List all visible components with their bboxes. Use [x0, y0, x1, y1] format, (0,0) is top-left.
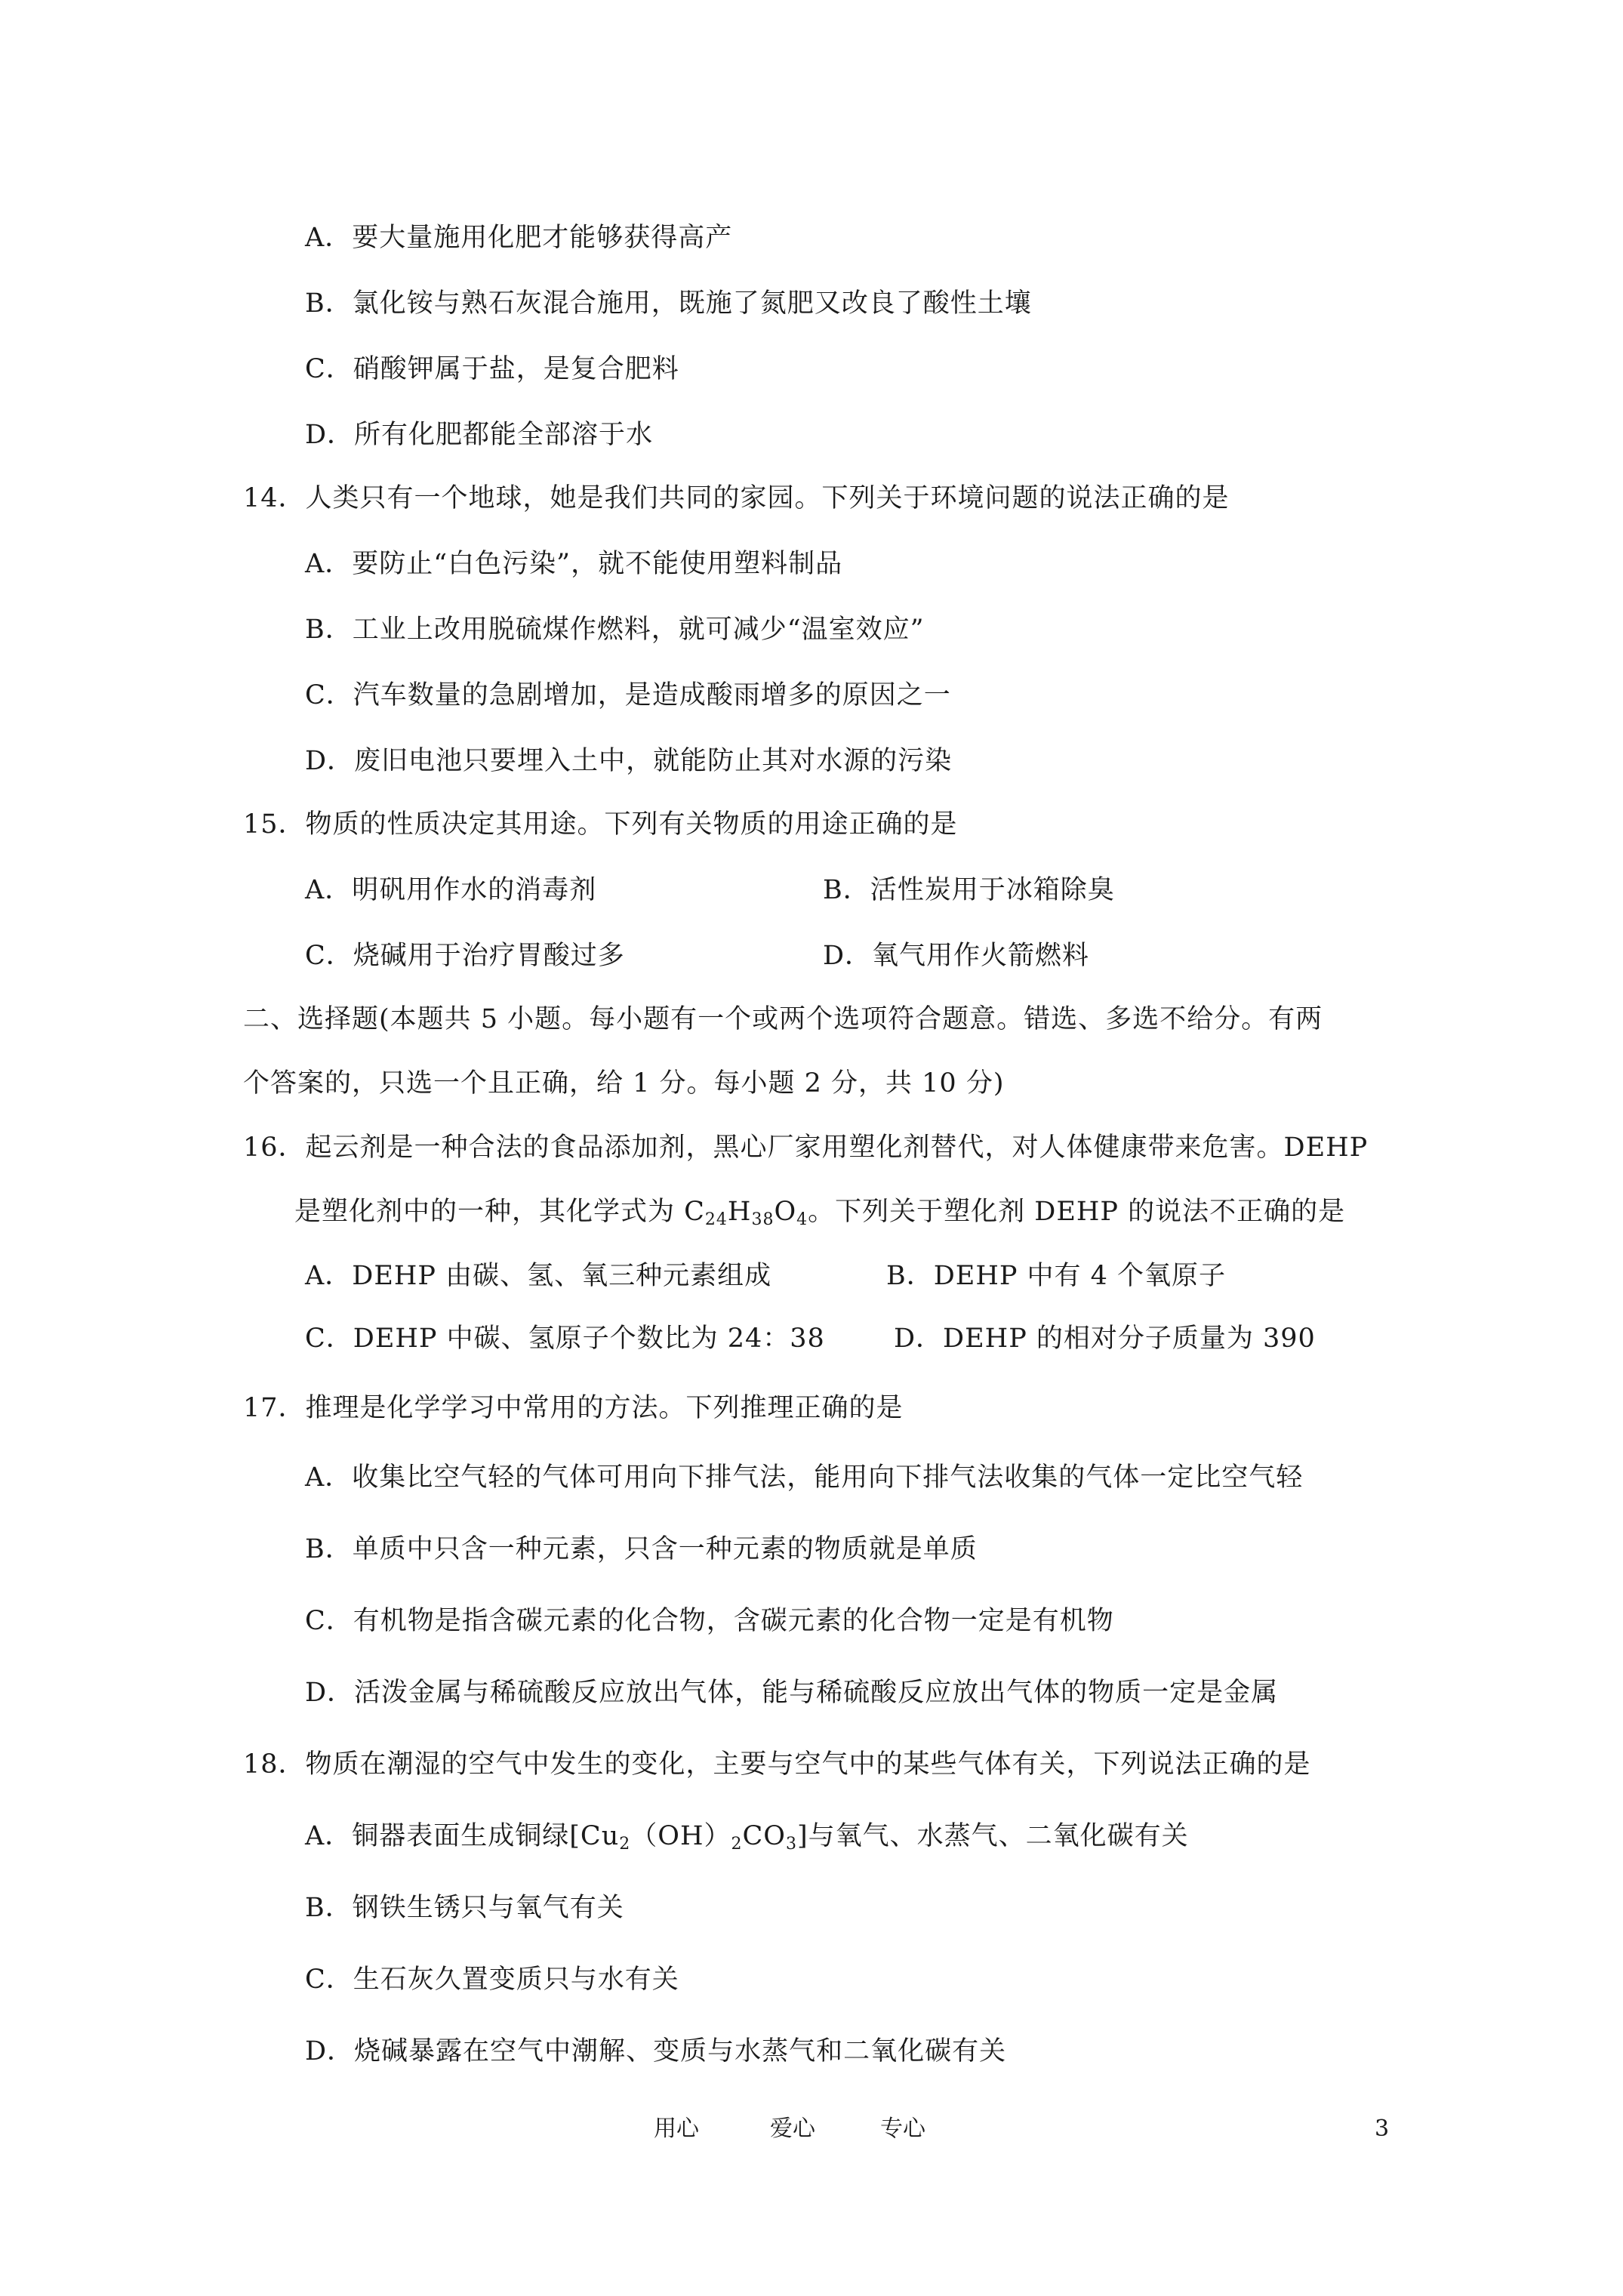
formula-subscript: 3 [785, 1835, 797, 1854]
q18-option-a-pre: A．铜器表面生成铜绿[Cu [305, 1821, 620, 1851]
q16-option-c: C．DEHP 中碳、氢原子个数比为 24：38 [305, 1324, 825, 1354]
formula-hydroxide: （OH） [630, 1821, 731, 1851]
q13-option-d: D．所有化肥都能全部溶于水 [305, 420, 654, 450]
q14-option-a: A．要防止“白色污染”，就不能使用塑料制品 [305, 549, 843, 579]
q17-stem: 17．推理是化学学习中常用的方法。下列推理正确的是 [243, 1393, 904, 1423]
q14-option-b: B．工业上改用脱硫煤作燃料，就可减少“温室效应” [305, 615, 925, 645]
q13-option-c: C．硝酸钾属于盐，是复合肥料 [305, 354, 679, 384]
q13-option-b: B．氯化铵与熟石灰混合施用，既施了氮肥又改良了酸性土壤 [305, 288, 1032, 319]
q14-option-c: C．汽车数量的急剧增加，是造成酸雨增多的原因之一 [305, 680, 951, 710]
q16-stem-text-pre: 是塑化剂中的一种，其化学式为 C [294, 1197, 705, 1227]
q16-stem-text-post: 。下列关于塑化剂 DEHP 的说法不正确的是 [808, 1197, 1346, 1227]
q18-option-a [305, 1820, 1189, 1853]
q14-option-d: D．废旧电池只要埋入土中，就能防止其对水源的污染 [305, 746, 953, 776]
q16-stem-line1: 16．起云剂是一种合法的食品添加剂，黑心厂家用塑化剂替代，对人体健康带来危害。DEHP [243, 1133, 1369, 1163]
formula-subscript: 2 [731, 1835, 743, 1854]
q17-option-a: A．收集比空气轻的气体可用向下排气法，能用向下排气法收集的气体一定比空气轻 [305, 1462, 1304, 1493]
formula-element-o: O [774, 1197, 797, 1227]
q18-option-c: C．生石灰久置变质只与水有关 [305, 1965, 679, 1995]
section2-heading-line1: 二、选择题(本题共 5 小题。每小题有一个或两个选项符合题意。错选、多选不给分。有两 [243, 1004, 1323, 1034]
q16-option-b: B．DEHP 中有 4 个氧原子 [886, 1261, 1227, 1291]
q15-stem: 15．物质的性质决定其用途。下列有关物质的用途正确的是 [243, 809, 958, 840]
formula-subscript: 38 [751, 1210, 775, 1229]
q16-option-a: A．DEHP 由碳、氢、氧三种元素组成 [305, 1261, 772, 1291]
section2-heading-line2: 个答案的，只选一个且正确，给 1 分。每小题 2 分，共 10 分) [243, 1068, 1005, 1099]
formula-subscript: 24 [704, 1210, 728, 1229]
q18-option-a-post: ]与氧气、水蒸气、二氧化碳有关 [796, 1821, 1189, 1851]
q18-option-d: D．烧碱暴露在空气中潮解、变质与水蒸气和二氧化碳有关 [305, 2036, 1007, 2066]
formula-carbonate: CO [742, 1821, 786, 1851]
footer-motto-right: 专心 [880, 2116, 925, 2142]
footer-motto-left: 用心 [654, 2116, 699, 2142]
footer-motto-mid: 爱心 [770, 2116, 815, 2142]
q17-option-b: B．单质中只含一种元素，只含一种元素的物质就是单质 [305, 1534, 978, 1564]
q18-option-b: B．钢铁生锈只与氧气有关 [305, 1893, 624, 1923]
q15-option-c: C．烧碱用于治疗胃酸过多 [305, 941, 625, 971]
q16-stem-line2 [294, 1195, 1345, 1228]
q18-stem: 18．物质在潮湿的空气中发生的变化，主要与空气中的某些气体有关，下列说法正确的是 [243, 1749, 1311, 1780]
q15-option-a: A．明矾用作水的消毒剂 [305, 875, 597, 905]
page-number: 3 [1375, 2116, 1390, 2142]
q17-option-d: D．活泼金属与稀硫酸反应放出气体，能与稀硫酸反应放出气体的物质一定是金属 [305, 1678, 1279, 1708]
q17-option-c: C．有机物是指含碳元素的化合物，含碳元素的化合物一定是有机物 [305, 1606, 1114, 1636]
q13-option-a: A．要大量施用化肥才能够获得高产 [305, 223, 733, 253]
formula-element-h: H [727, 1197, 752, 1227]
q16-option-d: D．DEHP 的相对分子质量为 390 [894, 1324, 1316, 1354]
q15-option-d: D．氧气用作火箭燃料 [823, 941, 1090, 971]
formula-subscript: 4 [796, 1210, 808, 1229]
formula-subscript: 2 [619, 1835, 631, 1854]
q14-stem: 14．人类只有一个地球，她是我们共同的家园。下列关于环境问题的说法正确的是 [243, 483, 1230, 513]
q15-option-b: B．活性炭用于冰箱除臭 [823, 875, 1115, 905]
